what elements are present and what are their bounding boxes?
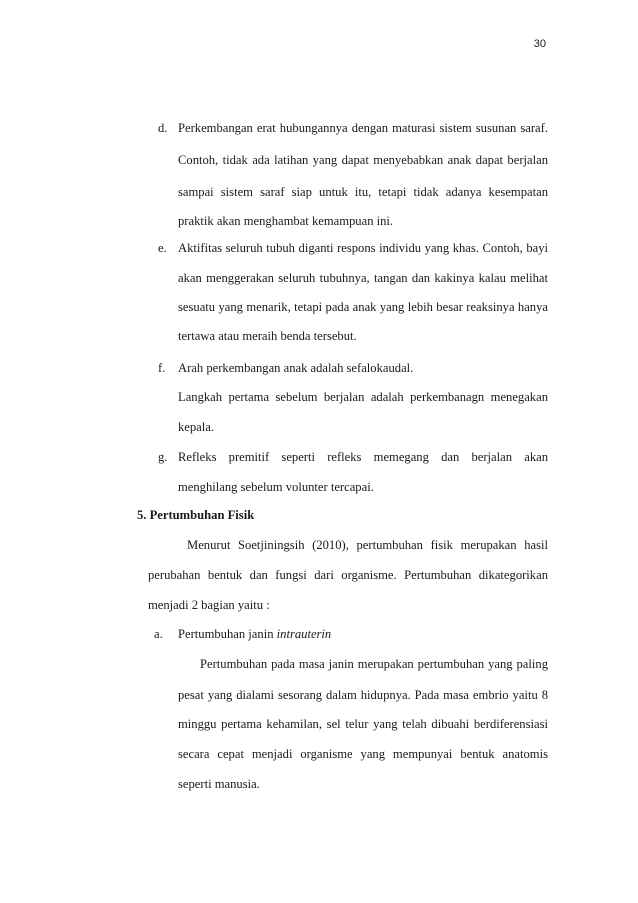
list-item-f-line-1: Arah perkembangan anak adalah sefalokaudal. [178, 361, 414, 375]
list-marker-f: f. [158, 361, 166, 375]
paragraph-line-2: perubahan bentuk dan fungsi dari organisme. Pertumbuhan dikategorikan [148, 568, 548, 582]
list-item-e-line-2: akan menggerakan seluruh tubuhnya, tangan dan kakinya kalau melihat [178, 271, 548, 285]
list-item-e-line-3: sesuatu yang menarik, tetapi pada anak yang lebih besar reaksinya hanya [178, 300, 548, 314]
paragraph-line-1: Menurut Soetjiningsih (2010), pertumbuhan fisik merupakan hasil [187, 538, 548, 552]
sub-paragraph-line-3: minggu pertama kehamilan, sel telur yang telah dibuahi berdiferensiasi [178, 717, 548, 731]
sub-heading [178, 626, 331, 642]
sub-paragraph-line-5: seperti manusia. [178, 777, 260, 791]
sub-heading-plain: Pertumbuhan janin [178, 627, 274, 641]
list-item-d-line-4: praktik akan menghambat kemampuan ini. [178, 214, 394, 228]
list-item-d-line-3: sampai sistem saraf siap untuk itu, tetapi tidak adanya kesempatan [178, 185, 548, 199]
list-item-f-line-3: kepala. [178, 420, 215, 434]
list-item-e-line-4: tertawa atau meraih benda tersebut. [178, 329, 357, 343]
list-marker-d: d. [158, 121, 168, 135]
list-marker-g: g. [158, 450, 168, 464]
list-item-g-line-2: menghilang sebelum volunter tercapai. [178, 480, 374, 494]
sub-paragraph-line-1: Pertumbuhan pada masa janin merupakan pertumbuhan yang paling [200, 657, 548, 671]
list-item-d-line-2: Contoh, tidak ada latihan yang dapat menyebabkan anak dapat berjalan [178, 153, 548, 167]
sub-paragraph-line-2: pesat yang dialami sesorang dalam hidupnya. Pada masa embrio yaitu 8 [178, 688, 548, 702]
sub-paragraph-line-4: secara cepat menjadi organisme yang mempunyai bentuk anatomis [178, 747, 548, 761]
page-number: 30 [533, 38, 546, 50]
paragraph-line-3: menjadi 2 bagian yaitu : [148, 598, 270, 612]
list-item-d-line-1: Perkembangan erat hubungannya dengan maturasi sistem susunan saraf. [178, 121, 548, 135]
sub-marker-a: a. [154, 627, 163, 641]
list-item-g-line-1: Refleks premitif seperti refleks memegang dan berjalan akan [178, 450, 548, 464]
list-item-e-line-1: Aktifitas seluruh tubuh diganti respons individu yang khas. Contoh, bayi [178, 241, 548, 255]
list-item-f-line-2: Langkah pertama sebelum berjalan adalah perkembanagn menegakan [178, 390, 548, 404]
list-marker-e: e. [158, 241, 167, 255]
section-heading: 5. Pertumbuhan Fisik [137, 508, 255, 522]
sub-heading-italic: intrauterin [276, 627, 332, 641]
